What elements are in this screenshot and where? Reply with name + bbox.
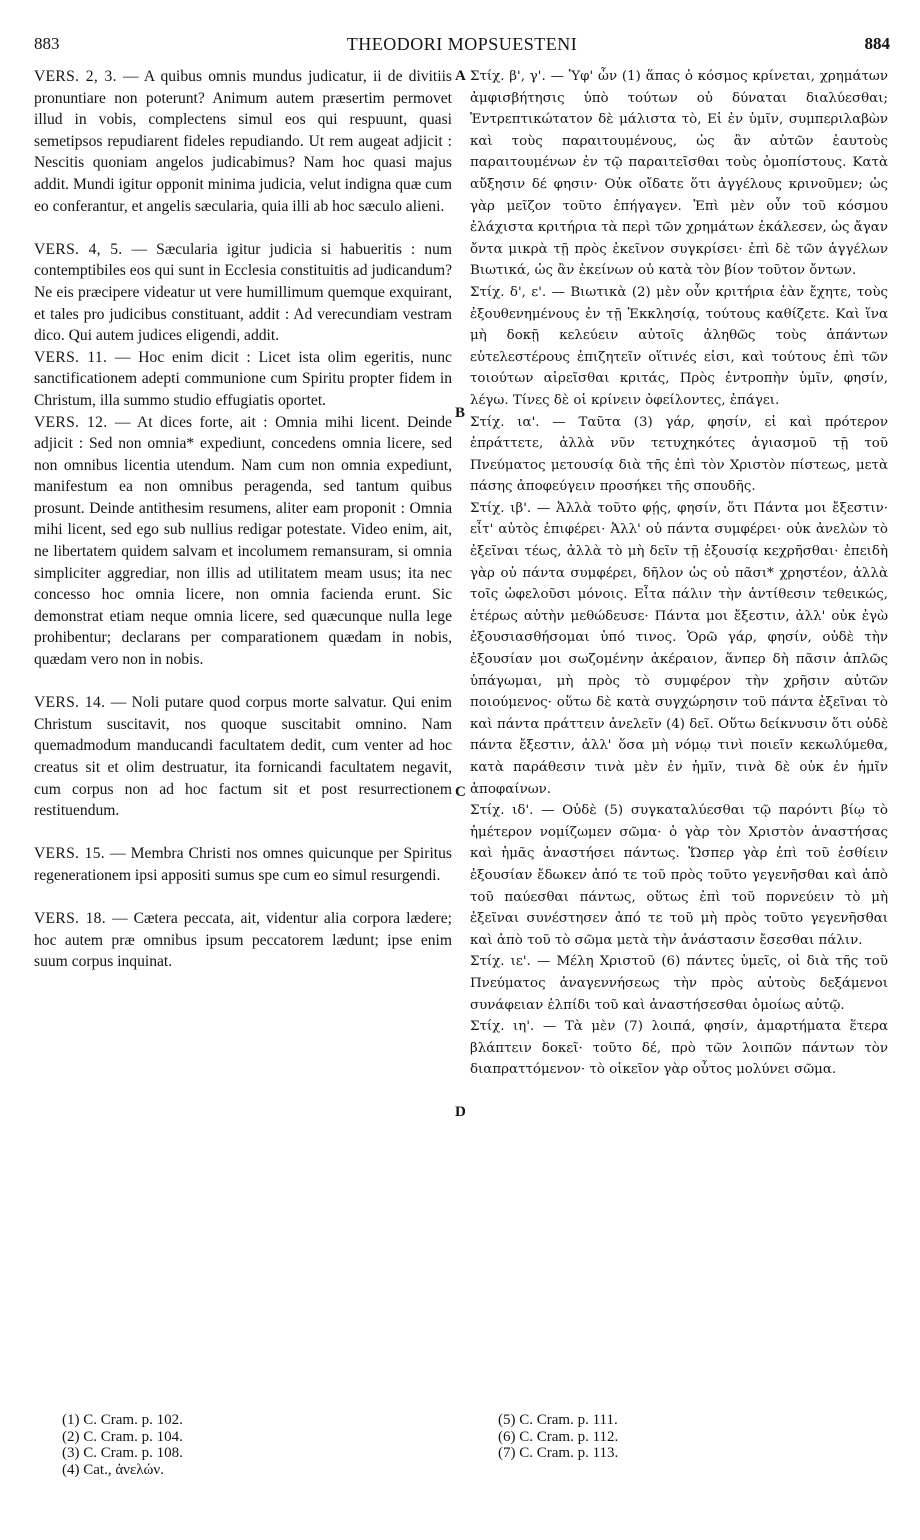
greek-paragraph xyxy=(470,66,888,282)
latin-paragraph xyxy=(34,347,452,412)
running-title: THEODORI MOPSUESTENI xyxy=(346,34,578,54)
greek-paragraph xyxy=(470,1016,888,1081)
latin-paragraph xyxy=(34,66,452,217)
footnote: (4) Cat., ἀνελών. xyxy=(62,1461,164,1478)
verse-text: — Sæcularia igitur judicia si habueritis : num contemptibiles eos qui sunt in Ecclesia constituitis ad judicandum? Ne eis præcipere videatur ut vere humillimum quemque exquirant, et tales pro judicibus constituant, addit : Ad verecundiam vestram dico. Qui autem judices eligendi, addit. xyxy=(34,240,452,345)
verse-text: — Ταῦτα (3) γάρ, φησίν, εἰ καὶ πρότερον ἐπράττετε, ἀλλὰ νῦν τετυχηκότες ἁγιασμοῦ τῇ τοῦ Πνεύματος μετουσίᾳ διὰ τῆς ἐπὶ τὸν Χριστὸν πίστεως, μετὰ πάσης ἀποφεύγειν προσήκει τῆς σπουδῆς. xyxy=(470,414,889,495)
margin-letter-b: B xyxy=(455,405,466,421)
verse-text: — Οὐδὲ (5) συγκαταλύεσθαι τῷ παρόντι βίῳ τὸ ἡμέτερον νομίζωμεν σῶμα· ὁ γὰρ τὸν Χριστὸν ἀναστήσας καὶ ἡμᾶς ἀναστήσει πάντως. Ὥσπερ γὰρ ἐπὶ τοῦ ἐσθίειν ἐξουσίαν ἔδωκεν ἀπό τε τοῦ πρὸς τοῦτο γεγενῆσθαι καὶ ἀπὸ τοῦ παύεσθαι πάντως, οὕτως ἐπὶ τοῦ πορνεύειν τὸ μὴ ἐξεῖναι συνέστησεν ἀπό τε τοῦ μὴ πρὸς τοῦτο γεγενῆσθαι καὶ ἀπὸ τοῦ τὸ σῶμα μετὰ τὴν ἀνάστασιν ἔσεσθαι πάλιν. xyxy=(470,803,888,948)
footnote: (5) C. Cram. p. 111. xyxy=(498,1412,618,1428)
verse-text: — Μέλη Χριστοῦ (6) πάντες ὑμεῖς, οἱ διὰ τῆς τοῦ Πνεύματος ἀναγεννήσεως τὴν πρὸς αὐτοὺς δεξάμενοι συνάφειαν ἐλπίδι τοῦ καὶ ἀναστήσεσθαι ὁμοίως αὐτῷ. xyxy=(470,954,888,1013)
verse-reference: Στίχ. ια'. xyxy=(470,414,540,430)
verse-text: — Τὰ μὲν (7) λοιπά, φησίν, ἁμαρτήματα ἕτερα βλάπτειν δοκεῖ· τοῦτο δέ, πρὸ τῶν λοιπῶν πάντων τὸν διαπραττόμενον· τὸ οἰκεῖον γὰρ οὗτος μολύνει σῶμα. xyxy=(470,1019,888,1078)
verse-text: — Membra Christi nos omnes quicunque per Spiritus regenerationem ipsi appositi sumus spe cum eo simul resurgendi. xyxy=(34,845,452,884)
running-header xyxy=(34,34,890,62)
verse-reference: VERS. 2, 3. xyxy=(34,68,117,85)
verse-reference: VERS. 15. xyxy=(34,845,105,863)
latin-paragraph xyxy=(34,412,452,671)
verse-reference: Στίχ. ιη'. xyxy=(470,1019,535,1035)
latin-paragraph xyxy=(34,239,452,347)
margin-letter-d: D xyxy=(455,1104,466,1120)
greek-paragraph xyxy=(470,282,888,412)
footnote: (6) C. Cram. p. 112. xyxy=(498,1428,619,1445)
margin-letter-a: A xyxy=(455,68,466,84)
latin-paragraph xyxy=(34,692,452,822)
footnote: (7) C. Cram. p. 113. xyxy=(498,1445,619,1461)
footnote: (3) C. Cram. p. 108. xyxy=(62,1445,183,1461)
greek-paragraph xyxy=(470,800,888,951)
greek-paragraph xyxy=(470,498,888,800)
verse-reference: Στίχ. δ', ε'. xyxy=(470,284,547,300)
verse-reference: VERS. 4, 5. xyxy=(34,240,123,258)
verse-reference: VERS. 14. xyxy=(34,694,106,712)
verse-reference: VERS. 11. xyxy=(34,348,108,366)
verse-text: — Ἀλλὰ τοῦτο φῄς, φησίν, ὅτι Πάντα μοι ἔξεστιν· εἶτ' αὐτὸς ἐπιφέρει· Ἀλλ' οὐ πάντα συμφέρει· οὐκ ἀνελὼν τὸ ἐξεῖναι τέως, ἀλλὰ τὸ μὴ δεῖν τῇ ἐξουσίᾳ κεχρῆσθαι· ἐπειδὴ γὰρ οὐ πάντα συμφέρει, δῆλον ὡς οὐ πᾶσι* χρηστέον, ἀλλὰ τοῖς ὠφελοῦσι μόνοις. Εἶτα πάλιν τὴν ἀντίθεσιν τεθεικώς, ἑτέρως αὐτὴν μεθώδευσε· Πάντα μοι ἔξεστιν, ἀλλ' οὐκ ἐγὼ ἐξουσιασθήσομαι ὑπό τινος. Ὁρῶ γάρ, φησίν, οὐδὲ τὴν ἐξουσίαν μοι σωζομένην ἀκέραιον, ἅνπερ δὴ πᾶσιν ἁπλῶς ὑπάγωμαι, μὴ πρὸς τὸ συμφέρον τὴν χρῆσιν αὐτῶν ποιούμενος· οὕτω δὲ κατὰ συγχώρησιν τοῦ πάντα ἐξεῖναι τὸ καὶ πάντα πράττειν ἀνελεῖν (4) δεῖ. Οὕτω δείκνυσιν ὅτι οὐδὲ πάντα ἔξεστιν, ἀλλ' ὅσα μὴ νόμῳ τινὶ ποιεῖν κεκωλύμεθα, κατὰ παράθεσιν τινὰ μὲν ἐν ἡμῖν, τινὰ δὲ οὐκ ἐν ἡμῖν ἀποφαίνων. xyxy=(470,500,888,797)
greek-column xyxy=(470,66,888,1081)
latin-paragraph xyxy=(34,908,452,973)
verse-text: — Βιωτικὰ (2) μὲν οὖν κριτήρια ἐὰν ἔχητε, τοὺς ἐξουθενημένους ἐν τῇ Ἐκκλησίᾳ, τούτους καθίζετε. Καὶ ἵνα μὴ δοκῇ κελεύειν αὐτοῖς ἀληθῶς τοὺς ἁπάντων εὐτελεστέρους ἐπιζητεῖν οἵτινές εἰσι, καὶ τούτους ἐπὶ τῶν τοιούτων αἱρεῖσθαι κριτάς, Πρὸς ἐντροπὴν ὑμῖν, φησίν, λέγω. Τίνες δὲ οἱ κρίνειν ὀφείλοντες, ἐπάγει. xyxy=(470,284,888,408)
verse-text: — At dices forte, ait : Omnia mihi licent. Deinde adjicit : Sed non omnia* expediunt, concedens omnia licere, sed non omnibus licentia utendum. Nam cum non omnia expediunt, manifestum ea non omnibus peragenda, sed tantum quibus prosunt. Deinde antithesim resumens, aliter eam proponit : Omnia mihi licent, sed ego sub nullius redigar potestate. Video enim, ait, ne libertatem quidem salvam et incolumem remansuram, si omnia simpliciter aggrediar, non illis ad utilitatem meam usus; ita nec concesso hoc omnia licere, non omnia facienda erunt. Sic demonstrat etiam neque omnia licere, sed quæcunque nulla lege prohibentur; declarans per comparationem quædam in nobis, quædam vero non in nobis. xyxy=(34,413,452,669)
footnote: (1) C. Cram. p. 102. xyxy=(62,1412,183,1428)
margin-letter-c: C xyxy=(455,784,466,800)
verse-text: — Ὑφ' ὧν (1) ἅπας ὁ κόσμος κρίνεται, χρημάτων ἀμφισβήτησις ὑπὸ τούτων οὐ δύναται διαλύεσθαι; Ἐντρεπτικώτατον δὲ μάλιστα τὸ, Εἰ ἐν ὑμῖν, συμπεριλαβὼν καὶ τοὺς παραιτουμένους, ὡς ἂν αὐτῶν ἑαυτοὺς παραιτουμένων ἐν τῷ παραιτεῖσθαι τοὺς ὁμοπίστους. Κατὰ αὔξησιν δέ φησιν· Οὐκ οἴδατε ὅτι ἀγγέλους κρινοῦμεν; ὡς γὰρ μεῖζον τοῦτο ἐπήγαγεν. Ἐπὶ μὲν οὖν τοῦ κόσμου ἐλάχιστα κριτήρια τὰ περὶ τῶν χρημάτων ἐκάλεσεν, ὡς ἄγαν ὄντα μικρὰ τῇ πρὸς ἐκεῖνον συγκρίσει· ἐπὶ δὲ τῶν ἀγγέλων Βιωτικά, ὡς ἂν ἐκείνων οὐ κατὰ τὸν βίον τοῦτον ὄντων. xyxy=(470,69,888,279)
verse-text: — Hoc enim dicit : Licet ista olim egeritis, nunc sanctificationem adepti communione cum Spiritu propter fidem in Christum, illa summo studio effugiatis oportet. xyxy=(34,348,452,409)
footnotes-left xyxy=(62,1412,183,1478)
page-number-right: 884 xyxy=(864,34,890,53)
verse-reference: Στίχ. ιδ'. xyxy=(470,803,534,819)
verse-reference: Στίχ. ιε'. xyxy=(470,954,531,970)
verse-reference: Στίχ. β', γ'. xyxy=(470,69,546,84)
latin-paragraph xyxy=(34,843,452,886)
verse-text: — A quibus omnis mundus judicatur, ii de divitiis pronuntiare non poterunt? Animum autem præsertim permovet illud in vobis, complectens simul eos qui respuunt, quasi semetipsos repudiarent fideles repudiando. Ut rem augeat adjicit : Nescitis quoniam angelos judicabimus? Nam hoc quasi majus addit. Mundi igitur opponit minima judicia, velut indigna quæ cum eo conferantur, et angelis sæcularia, quia illi ab hoc sæculo alieni. xyxy=(34,68,453,215)
greek-paragraph xyxy=(470,951,888,1016)
verse-reference: Στίχ. ιβ'. xyxy=(470,500,532,516)
verse-text: — Noli putare quod corpus morte salvatur. Qui enim Christum suscitavit, nos quoque suscitabit omnino. Nam quemadmodum manducandi facultatem dedit, cum venter ad hoc creatus sit et olim destruatur, ita fornicandi facultatem negavit, cum corpus non ad hoc factum sit et post resurrectionem restituendum. xyxy=(34,694,452,820)
verse-reference: VERS. 12. xyxy=(34,413,108,431)
page-number-left: 883 xyxy=(34,34,60,53)
latin-column xyxy=(34,66,452,973)
footnotes-right xyxy=(498,1412,618,1462)
footnote: (2) C. Cram. p. 104. xyxy=(62,1428,183,1445)
verse-text: — Cætera peccata, ait, videntur alia corpora lædere; hoc autem præ omnibus ipsum peccatorem lædunt; ipse enim suum corpus inquinat. xyxy=(34,910,452,971)
verse-reference: VERS. 18. xyxy=(34,910,106,928)
greek-paragraph xyxy=(470,412,888,498)
